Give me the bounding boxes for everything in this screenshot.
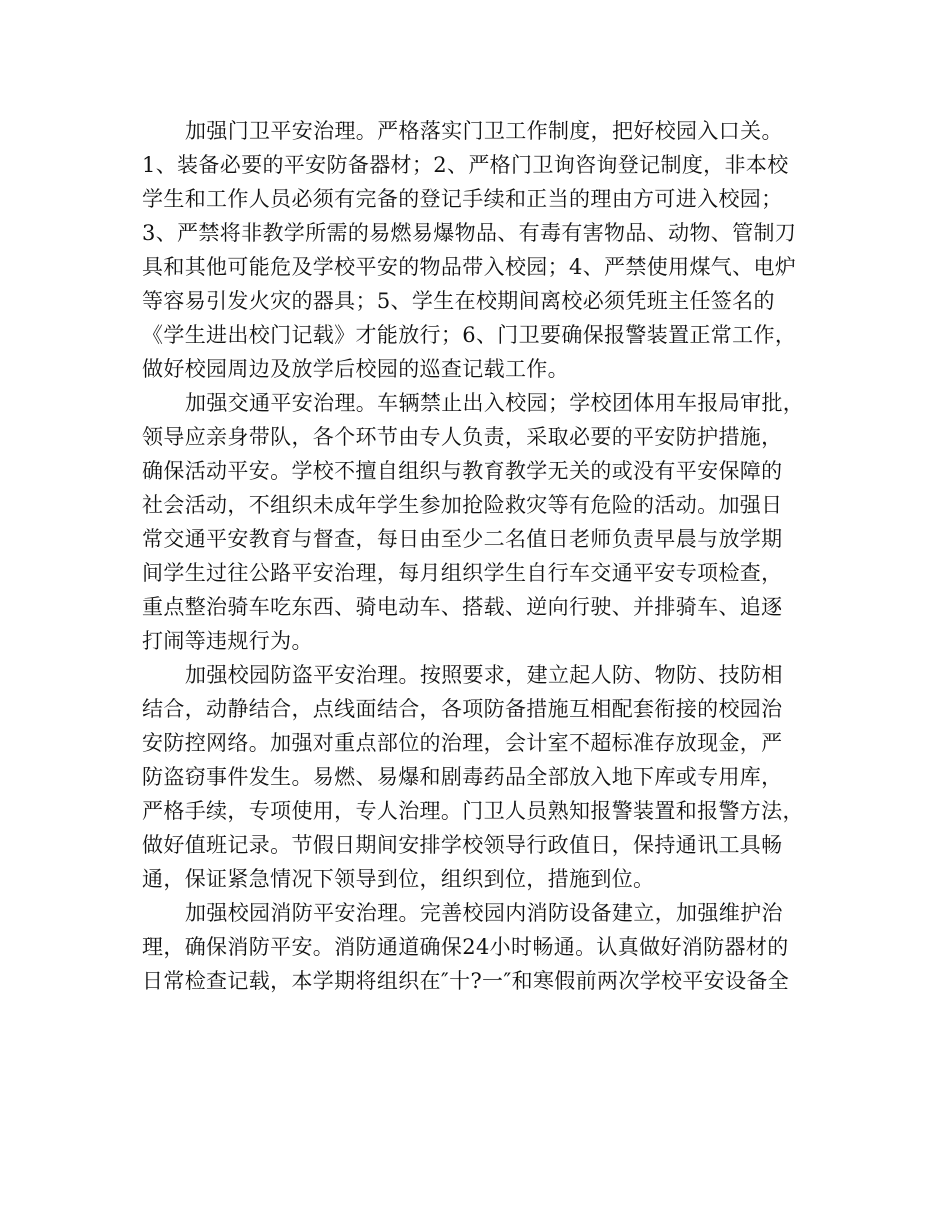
paragraph-3-line-4: 防盗窃事件发生。易燃、易爆和剧毒药品全部放入地下库或专用库， (142, 765, 783, 789)
paragraph-4-line-3: 日常检查记载，本学期将组织在″十?一″和寒假前两次学校平安设备全 (142, 969, 790, 993)
paragraph-1-line-6: 等容易引发火灾的器具；5、学生在校期间离校必须凭班主任签名的 (142, 289, 775, 313)
paragraph-1-line-8: 做好校园周边及放学后校园的巡查记载工作。 (142, 357, 569, 381)
paragraph-2-line-1: 加强交通平安治理。车辆禁止出入校园；学校团体用车报局审批， (185, 391, 805, 415)
paragraph-2-line-2: 领导应亲身带队，各个环节由专人负责，采取必要的平安防护措施， (142, 425, 783, 449)
paragraph-1-line-4: 3、严禁将非教学所需的易燃易爆物品、有毒有害物品、动物、管制刀 (142, 221, 797, 245)
paragraph-2-line-7: 重点整治骑车吃东西、骑电动车、搭载、逆向行驶、并排骑车、追逐 (142, 595, 783, 619)
paragraph-1-line-7: 《学生进出校门记载》才能放行；6、门卫要确保报警装置正常工作， (142, 323, 797, 347)
paragraph-1-line-1: 加强门卫平安治理。严格落实门卫工作制度，把好校园入口关。 (185, 119, 783, 143)
paragraph-2-line-4: 社会活动，不组织未成年学生参加抢险救灾等有危险的活动。加强日 (142, 493, 783, 517)
paragraph-2-line-5: 常交通平安教育与督查，每日由至少二名值日老师负责早晨与放学期 (142, 527, 783, 551)
paragraph-4-line-2: 理，确保消防平安。消防通道确保24小时畅通。认真做好消防器材的 (142, 935, 789, 959)
paragraph-1-line-2: 1、装备必要的平安防备器材；2、严格门卫询咨询登记制度，非本校 (142, 153, 789, 177)
paragraph-3-line-2: 结合，动静结合，点线面结合，各项防备措施互相配套衔接的校园治 (142, 697, 783, 721)
paragraph-4-line-1: 加强校园消防平安治理。完善校园内消防设备建立，加强维护治 (185, 901, 783, 925)
paragraph-2-line-8: 打闹等违规行为。 (142, 629, 313, 653)
paragraph-1-line-5: 具和其他可能危及学校平安的物品带入校园；4、严禁使用煤气、电炉 (142, 255, 797, 279)
paragraph-2-line-6: 间学生过往公路平安治理，每月组织学生自行车交通平安专项检查， (142, 561, 783, 585)
paragraph-3-line-6: 做好值班记录。节假日期间安排学校领导行政值日，保持通讯工具畅 (142, 833, 783, 857)
paragraph-3-line-7: 通，保证紧急情况下领导到位，组织到位，措施到位。 (142, 867, 655, 891)
paragraph-3-line-1: 加强校园防盗平安治理。按照要求，建立起人防、物防、技防相 (185, 663, 783, 687)
paragraph-3-line-5: 严格手续，专项使用，专人治理。门卫人员熟知报警装置和报警方法， (142, 799, 804, 823)
paragraph-2-line-3: 确保活动平安。学校不擅自组织与教育教学无关的或没有平安保障的 (142, 459, 783, 483)
paragraph-1-line-3: 学生和工作人员必须有完备的登记手续和正当的理由方可进入校园； (142, 187, 783, 211)
document-body (142, 114, 842, 998)
paragraph-3-line-3: 安防控网络。加强对重点部位的治理，会计室不超标准存放现金，严 (142, 731, 783, 755)
